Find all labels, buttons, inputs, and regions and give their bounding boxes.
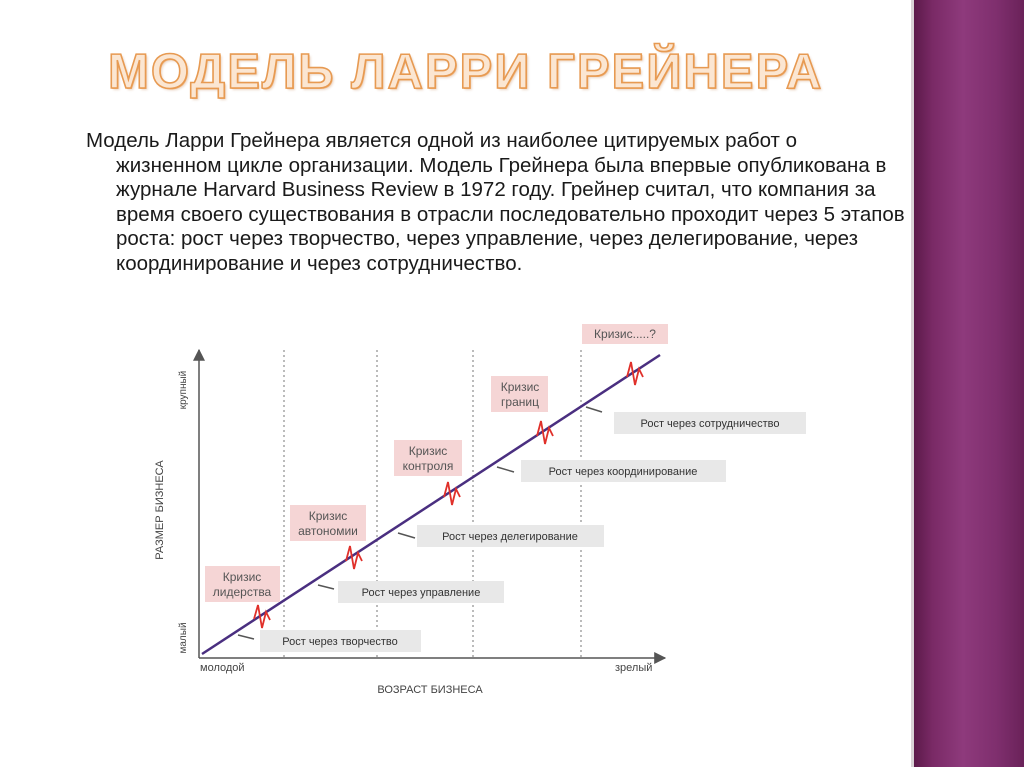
stage-connector: [318, 585, 334, 589]
stage-label: Рост через творчество: [282, 636, 398, 648]
crisis-label: контроля: [402, 459, 454, 473]
crisis-label: Кризис.....?: [594, 327, 656, 341]
growth-stage: [318, 581, 504, 603]
x-axis-label: ВОЗРАСТ БИЗНЕСА: [377, 684, 483, 696]
x-axis-start-label: молодой: [200, 662, 245, 674]
stage-connector: [497, 467, 514, 472]
crisis-zigzag-mark: [254, 605, 270, 628]
crisis-label: лидерства: [212, 585, 272, 599]
body-paragraph: Модель Ларри Грейнера является одной из наиболее цитируемых работ о жизненном цикле организации. Модель Грейнера была впервые опубликована в журнале Harvard Business Review в 1972 году. Грейнер считал, что компания за время своего существования в отрасли последовательно проходит через 5 этапов роста: рост через творчество, через управление, через делегирование, через координирование и через сотрудничество.: [86, 129, 905, 275]
crisis-label: границ: [501, 395, 539, 409]
crisis-label: Кризис: [308, 509, 348, 523]
growth-stage: [497, 460, 726, 482]
slide-title: МОДЕЛЬ ЛАРРИ ГРЕЙНЕРА: [108, 45, 824, 99]
crisis: [205, 566, 280, 602]
crisis-label: автономии: [298, 524, 358, 538]
crisis-label: Кризис: [222, 570, 262, 584]
stage-connector: [398, 533, 415, 538]
stage-label: Рост через управление: [361, 587, 481, 599]
greiner-diagram: [140, 320, 780, 700]
x-axis-end-label: зрелый: [615, 662, 653, 674]
stage-label: Рост через делегирование: [442, 531, 578, 543]
crisis-label: Кризис: [408, 444, 448, 458]
stage-connector: [238, 635, 254, 639]
y-axis-label: РАЗМЕР БИЗНЕСА: [154, 460, 166, 560]
y-axis-low-label: малый: [178, 622, 189, 654]
sidebar-divider: [911, 0, 914, 767]
growth-stage: [238, 630, 421, 652]
crisis: [394, 440, 462, 476]
stage-label: Рост через координирование: [548, 466, 698, 478]
crisis-label: Кризис: [500, 380, 540, 394]
growth-stage: [398, 525, 604, 547]
crisis: [290, 505, 366, 541]
y-axis-high-label: крупный: [178, 370, 189, 410]
stage-connector: [586, 407, 602, 412]
stage-label: Рост через сотрудничество: [640, 418, 780, 430]
crisis: [582, 324, 668, 344]
growth-line: [202, 355, 660, 654]
decorative-sidebar: [913, 0, 1024, 767]
crisis: [491, 376, 548, 412]
growth-stage: [586, 407, 806, 434]
